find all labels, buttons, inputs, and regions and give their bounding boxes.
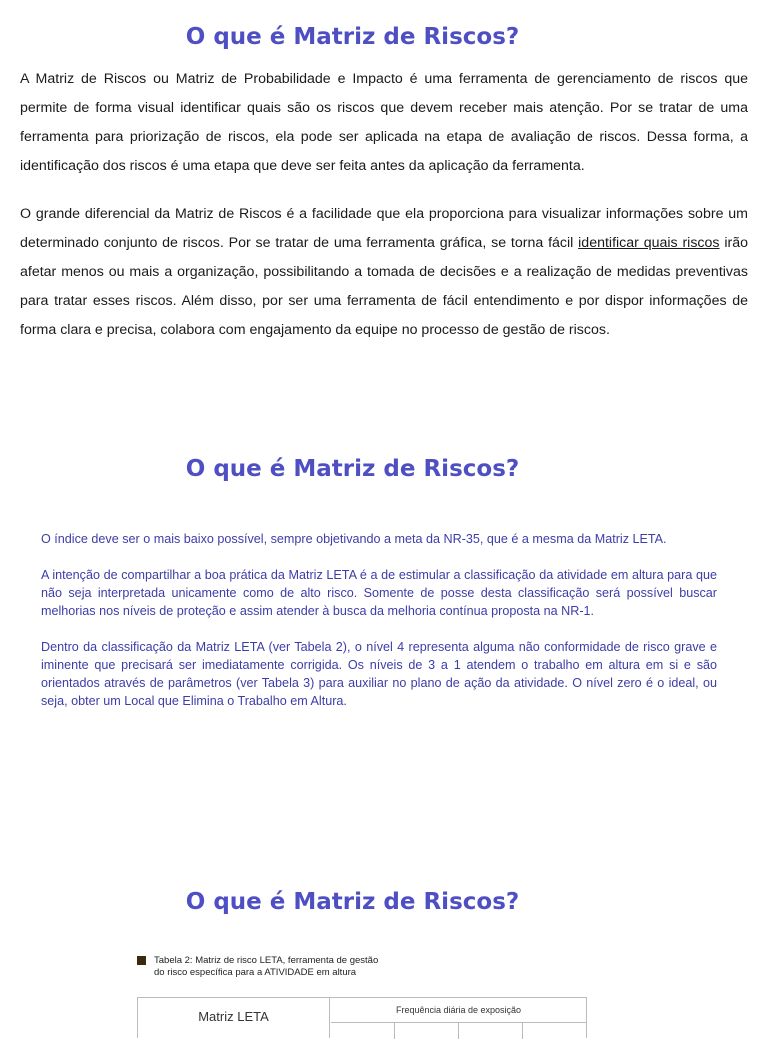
section-3-title: O que é Matriz de Riscos? — [185, 889, 520, 915]
caption-bullet-square — [137, 956, 146, 965]
section-1-paragraph-1: A Matriz de Riscos ou Matriz de Probabilidade e Impacto é uma ferramenta de gerenciamento de riscos que permite de forma visual identificar quais são os riscos que devem receber mais atenção. Por se tratar de uma ferramenta para priorização de riscos, ela pode ser aplicada na etapa de avaliação de riscos. Dessa forma, a identificação dos riscos é uma etapa que deve ser feita antes da aplicação da ferramenta. — [20, 71, 748, 174]
paragraph-2-end: irão afetar menos ou mais a organização, possibilitando a tomada de decisões e a realização de medidas preventivas para tratar esses riscos. Além disso, por ser uma ferramenta de fácil entendimento e por dispor informações de forma clara e precisa, colabora com engajamento da equipe no processo de gestão de riscos. — [20, 235, 749, 338]
frequency-column — [395, 1023, 459, 1039]
frequency-column — [459, 1023, 523, 1039]
leta-text-excerpt — [41, 530, 717, 728]
leta-matrix-table — [137, 997, 587, 1038]
frequency-header: Frequência diária de exposição — [331, 998, 586, 1023]
matrix-label: Matriz LETA — [138, 998, 330, 1038]
paragraph-2-start: O grande diferencial da Matriz de Riscos é a facilidade que ela proporciona para visualizar informações sobre um determinado conjunto de riscos. Por se tratar de uma ferramenta gráfica, se torna fácil — [20, 206, 748, 251]
excerpt-paragraph-3: Dentro da classificação da Matriz LETA (ver Tabela 2), o nível 4 representa alguma não conformidade de risco grave e iminente que precisará ser imediatamente corrigida. Os níveis de 3 a 1 atendem o trabalho em altura em si e são orientados através de parâmetros (ver Tabela 3) para auxiliar no plano de ação da atividade. O nível zero é o ideal, ou seja, obter um Local que Elimina o Trabalho em Altura. — [41, 640, 717, 708]
frequency-column — [331, 1023, 395, 1039]
section-2-title: O que é Matriz de Riscos? — [185, 456, 520, 482]
excerpt-paragraph-1: O índice deve ser o mais baixo possível, sempre objetivando a meta da NR-35, que é a mesma da Matriz LETA. — [41, 532, 667, 546]
excerpt-paragraph-2: A intenção de compartilhar a boa prática da Matriz LETA é a de estimular a classificação da atividade em altura para que não seja interpretada unicamente como de alto risco. Somente de posse desta classificação será possível buscar melhorias nos níveis de proteção e assim atender à busca da melhoria contínua proposta na NR-1. — [41, 568, 717, 618]
table-caption-line-2: do risco específica para a ATIVIDADE em altura — [154, 967, 357, 978]
table-caption-text — [154, 955, 378, 979]
section-1-title: O que é Matriz de Riscos? — [185, 24, 520, 50]
table-caption-line-1: Tabela 2: Matriz de risco LETA, ferramenta de gestão — [154, 955, 379, 966]
section-1-paragraph-2 — [20, 200, 748, 345]
identify-risks-link[interactable]: identificar quais riscos — [578, 235, 720, 251]
table-caption — [137, 955, 378, 979]
